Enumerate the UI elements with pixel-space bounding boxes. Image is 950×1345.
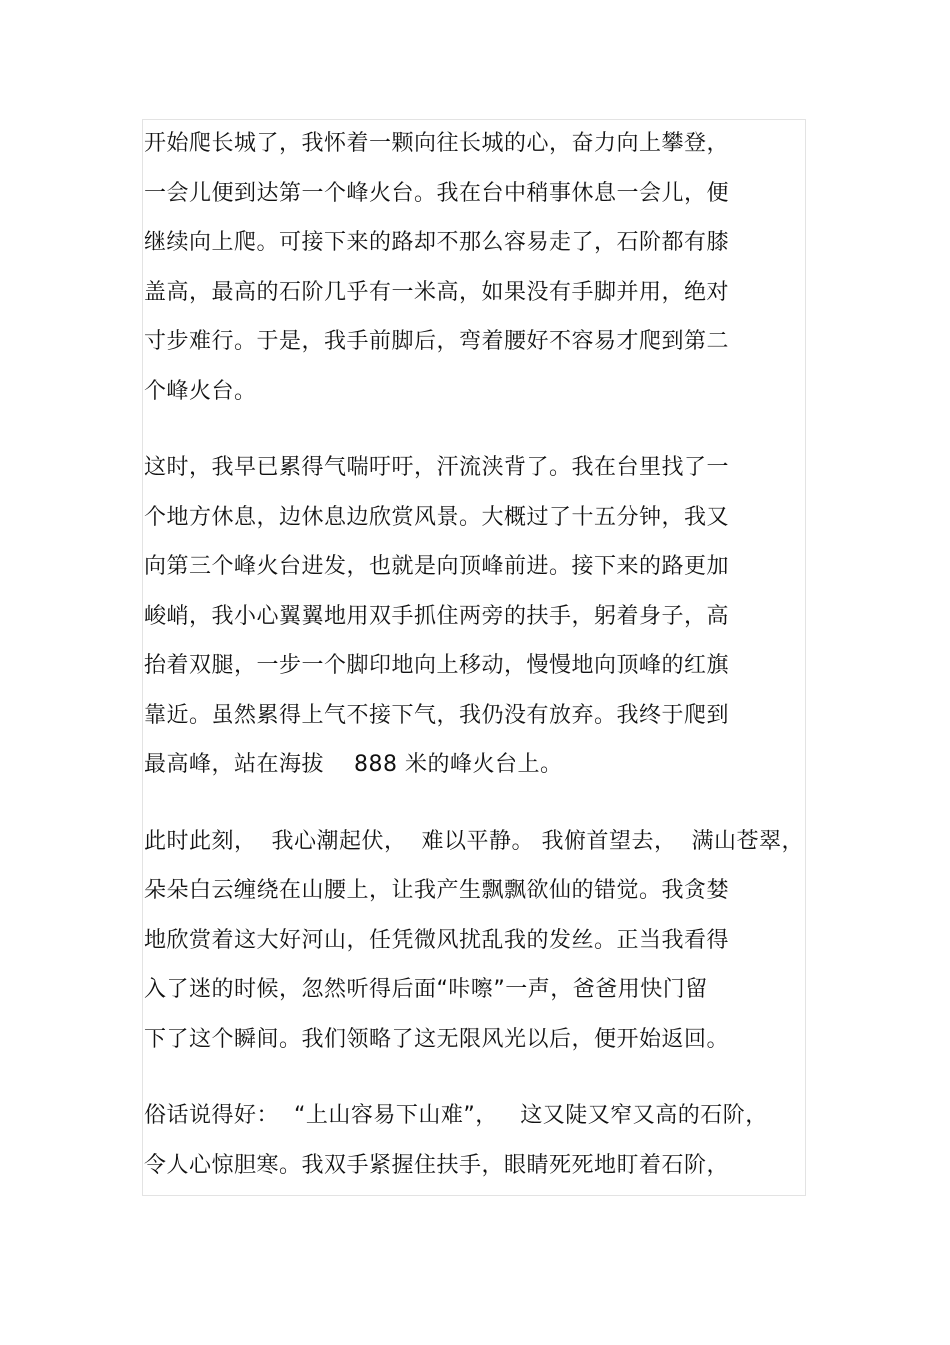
text-line: 一会儿便到达第一个峰火台。我在台中稍事休息一会儿，便 — [144, 180, 730, 206]
paragraph-3 — [144, 817, 804, 1065]
text-line: 峻峭，我小心翼翼地用双手抓住两旁的扶手，躬着身子，高 — [144, 603, 730, 629]
text-line: 地欣赏着这大好河山，任凭微风扰乱我的发丝。正当我看得 — [144, 927, 730, 953]
text-line: 靠近。虽然累得上气不接下气，我仍没有放弃。我终于爬到 — [144, 702, 730, 728]
text-line: 盖高，最高的石阶几乎有一米高，如果没有手脚并用，绝对 — [144, 279, 730, 305]
text-line: 继续向上爬。可接下来的路却不那么容易走了，石阶都有膝 — [144, 230, 730, 255]
document-body — [144, 119, 804, 1190]
text-line: 寸步难行。于是，我手前脚后，弯着腰好不容易才爬到第二 — [144, 329, 730, 354]
text-line: 向第三个峰火台进发，也就是向顶峰前进。接下来的路更加 — [144, 554, 730, 579]
paragraph-1 — [144, 119, 804, 416]
paragraph-gap — [144, 1064, 804, 1091]
text-line: 朵朵白云缠绕在山腰上，让我产生飘飘欲仙的错觉。我贪婪 — [144, 878, 730, 903]
text-line: 此时此刻， 我心潮起伏， 难以平静。 我俯首望去， 满山苍翠， — [144, 828, 804, 854]
text-line: 最高峰，站在海拔 888 米的峰火台上。 — [144, 752, 563, 777]
text-line: 个峰火台。 — [144, 378, 257, 404]
paragraph-gap — [144, 790, 804, 817]
text-line: 这时，我早已累得气喘吁吁，汗流浃背了。我在台里找了一 — [144, 455, 730, 480]
text-line: 个地方休息，边休息边欣赏风景。大概过了十五分钟，我又 — [144, 504, 730, 530]
text-line: 俗话说得好： “上山容易下山难”， 这又陡又窄又高的石阶， — [144, 1103, 768, 1128]
text-line: 下了这个瞬间。我们领略了这无限风光以后，便开始返回。 — [144, 1026, 730, 1052]
paragraph-4 — [144, 1091, 804, 1190]
text-line: 开始爬长城了，我怀着一颗向往长城的心，奋力向上攀登， — [144, 131, 730, 156]
text-line: 令人心惊胆寒。我双手紧握住扶手，眼睛死死地盯着石阶， — [144, 1152, 730, 1178]
paragraph-gap — [144, 416, 804, 443]
text-line: 入了迷的时候，忽然听得后面“咔嚓”一声，爸爸用快门留 — [144, 977, 708, 1002]
text-line: 抬着双腿，一步一个脚印地向上移动，慢慢地向顶峰的红旗 — [144, 653, 730, 678]
paragraph-2 — [144, 443, 804, 790]
